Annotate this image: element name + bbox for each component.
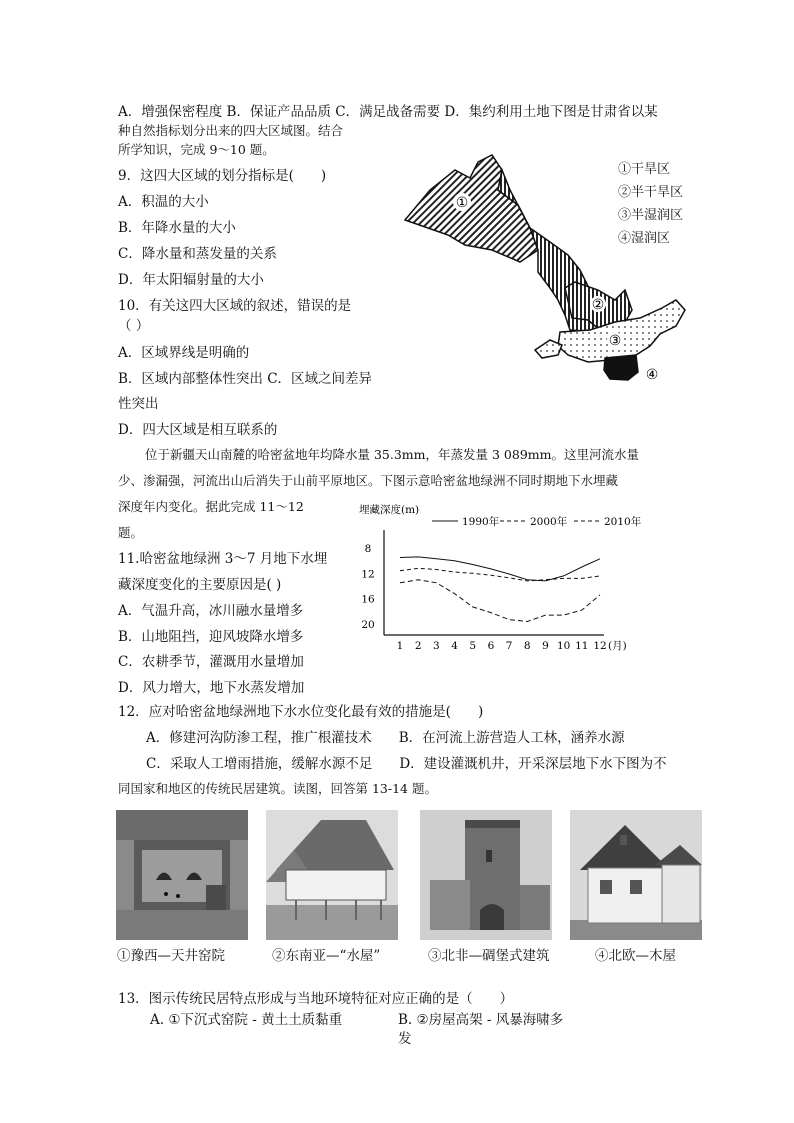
question-11-option-d: D．风力增大，地下水蒸发增加 <box>118 680 305 696</box>
photo-yuxi-cave-courtyard <box>116 810 248 940</box>
y-tick-label: 8 <box>364 543 372 555</box>
q8-options-line: A．增强保密程度 B．保证产品品质 C．满足战备需要 D．集约利用土地下图是甘肃省以某 <box>118 104 658 120</box>
chart-xlabel: (月) <box>608 640 627 652</box>
question-11-option-b: B．山地阻挡，迎风坡降水增多 <box>118 629 304 645</box>
y-tick-label: 16 <box>361 593 375 606</box>
question-13-option-b: B. ②房屋高架 - 风暴海啸多 <box>398 1012 564 1028</box>
map-label-3: ③ <box>608 333 622 349</box>
question-10-option-a: A．区域界线是明确的 <box>118 345 250 361</box>
question-10-option-b-cont: 性突出 <box>118 396 159 412</box>
question-9: 9．这四大区域的划分指标是( ) <box>118 168 327 184</box>
photo-southeast-asia-water-house <box>266 810 398 940</box>
chart-legend <box>432 515 642 528</box>
x-tick-label: 5 <box>469 640 477 652</box>
map-label-2: ② <box>591 297 605 313</box>
question-10: 10．有关这四大区域的叙述，错误的是 <box>118 298 352 314</box>
chart-ylabel: 埋藏深度(m) <box>359 504 420 516</box>
question-11: 11.哈密盆地绿洲 3～7 月地下水埋 <box>118 551 328 567</box>
caption-north-africa: ③北非—碉堡式建筑 <box>428 948 550 964</box>
hami-intro-line-4: 题。 <box>118 525 144 540</box>
question-11-cont: 藏深度变化的主要原因是( ) <box>118 577 282 593</box>
question-13: 13．图示传统民居特点形成与当地环境特征对应正确的是（ ） <box>118 991 514 1007</box>
question-9-option-a: A．积温的大小 <box>118 194 209 210</box>
legend-item-semi-arid: ②半干旱区 <box>618 185 684 200</box>
series-line-2010年 <box>400 580 600 622</box>
map-label-1: ① <box>455 195 469 211</box>
x-tick-label: 7 <box>505 640 513 652</box>
caption-northern-europe: ④北欧—木屋 <box>595 948 676 964</box>
hami-intro-line-1: 位于新疆天山南麓的哈密盆地年均降水量 35.3mm，年蒸发量 3 089mm。这里河流水量 <box>145 447 639 462</box>
question-12-options-ab: A．修建河沟防渗工程，推广根灌技术 B．在河流上游营造人工林，涵养水源 <box>146 730 625 746</box>
y-tick-label: 12 <box>361 568 375 581</box>
caption-southeast-asia: ②东南亚—“水屋” <box>272 948 381 964</box>
y-tick-label: 20 <box>361 619 375 631</box>
x-tick-label: 8 <box>523 640 531 652</box>
photo-north-africa-fortress <box>420 810 552 940</box>
x-tick-label: 6 <box>487 640 495 652</box>
question-13-option-a: A. ①下沉式窑院 - 黄土土质黏重 <box>150 1012 343 1028</box>
houses-intro: 同国家和地区的传统民居建筑。读图，回答第 13-14 题。 <box>118 781 437 796</box>
map-legend <box>618 158 683 250</box>
question-12: 12．应对哈密盆地绿洲地下水水位变化最有效的措施是( ) <box>118 704 484 720</box>
caption-yuxi: ①豫西—天井窑院 <box>117 948 225 964</box>
question-9-option-c: C．降水量和蒸发量的关系 <box>118 246 277 262</box>
question-10-option-b: B．区域内部整体性突出 C．区域之间差异 <box>118 371 373 387</box>
semi-humid-west-tail <box>535 340 562 358</box>
legend-item-arid: ①干旱区 <box>618 162 671 177</box>
legend-label: 2000年 <box>530 516 568 528</box>
x-tick-label: 3 <box>433 640 440 652</box>
humid-region <box>604 355 638 380</box>
x-tick-label: 11 <box>575 640 589 652</box>
hami-intro-line-3: 深度年内变化。据此完成 11～12 <box>118 499 304 514</box>
question-11-option-a: A．气温升高，冰川融水量增多 <box>118 603 304 619</box>
x-tick-label: 12 <box>593 640 607 652</box>
x-tick-label: 2 <box>414 640 422 652</box>
arid-region <box>405 155 538 262</box>
x-tick-label: 1 <box>396 640 404 652</box>
x-tick-label: 10 <box>556 640 571 652</box>
question-11-option-c: C．农耕季节，灌溉用水量增加 <box>118 654 304 670</box>
x-tick-label: 4 <box>451 640 458 652</box>
groundwater-depth-chart <box>352 500 652 658</box>
map-intro-line-2: 种自然指标划分出来的四大区域图。结合 <box>118 123 344 138</box>
map-intro-line-3: 所学知识，完成 9～10 题。 <box>118 142 275 157</box>
hami-intro-line-2: 少、渗漏强，河流出山后消失于山前平原地区。下图示意哈密盆地绿洲不同时期地下水埋藏 <box>118 473 619 488</box>
x-tick-label: 9 <box>542 640 549 652</box>
map-label-4: ④ <box>645 367 659 383</box>
legend-label: 2010年 <box>604 516 642 528</box>
legend-item-semi-humid: ③半湿润区 <box>618 208 684 223</box>
question-13-option-b-cont: 发 <box>398 1031 412 1047</box>
question-10-paren: （ ） <box>118 318 150 334</box>
question-12-options-cd: C．采取人工增雨措施，缓解水源不足 D．建设灌溉机井，开采深层地下水下图为不 <box>146 756 667 772</box>
question-9-option-b: B．年降水量的大小 <box>118 220 236 236</box>
legend-label: 1990年 <box>462 516 500 528</box>
series-line-2000年 <box>400 568 600 581</box>
legend-item-humid: ④湿润区 <box>618 231 671 246</box>
photo-northern-europe-wooden-house <box>570 810 702 940</box>
question-9-option-d: D．年太阳辐射量的大小 <box>118 272 264 288</box>
question-10-option-d: D．四大区域是相互联系的 <box>118 422 278 438</box>
